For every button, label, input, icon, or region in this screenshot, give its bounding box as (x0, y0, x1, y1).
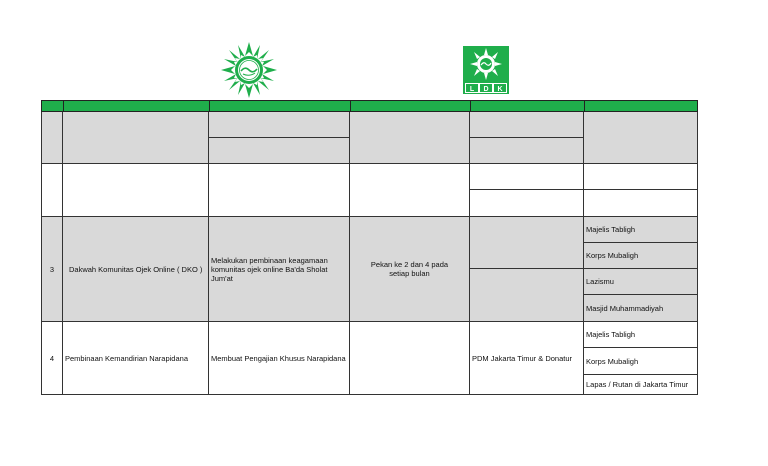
svg-text:L: L (469, 85, 475, 93)
table-cell (470, 190, 584, 217)
table-cell (584, 112, 698, 164)
svg-text:K: K (497, 85, 503, 93)
ldk-logo-icon (463, 46, 509, 94)
table-cell (584, 164, 698, 190)
table-cell (350, 112, 470, 164)
partner-item: Korps Mubaligh (584, 348, 698, 375)
table-header (41, 100, 698, 112)
table-cell (584, 190, 698, 217)
program-time (350, 322, 470, 395)
program-description: Membuat Pengajian Khusus Narapidana (209, 322, 350, 395)
partner-item: Lazismu (584, 269, 698, 295)
partner-item: Lapas / Rutan di Jakarta Timur (584, 375, 698, 395)
partner-item: Majelis Tabligh (584, 322, 698, 348)
row-number: 3 (41, 217, 63, 322)
table-cell (63, 164, 209, 217)
table-cell (209, 164, 350, 217)
table-cell (41, 164, 63, 217)
program-time: Pekan ke 2 dan 4 pada setiap bulan (350, 217, 470, 322)
table-cell (470, 112, 584, 138)
table-cell (63, 112, 209, 164)
partner-item: Korps Mubaligh (584, 243, 698, 269)
partner-item: Masjid Muhammadiyah (584, 295, 698, 322)
muhammadiyah-logo-icon (221, 42, 277, 98)
table-cell (209, 112, 350, 138)
row-number: 4 (41, 322, 63, 395)
program-table (41, 100, 698, 395)
table-cell (470, 269, 584, 322)
table-cell (470, 164, 584, 190)
partner-item: Majelis Tabligh (584, 217, 698, 243)
table-cell (209, 138, 350, 164)
program-funding: PDM Jakarta Timur & Donatur (470, 322, 584, 395)
program-name: Dakwah Komunitas Ojek Online ( DKO ) (63, 217, 209, 322)
program-name: Pembinaan Kemandirian Narapidana (63, 322, 209, 395)
program-description: Melakukan pembinaan keagamaan komunitas ojek online Ba'da Sholat Jum'at (209, 217, 350, 322)
table-cell (470, 217, 584, 269)
table-cell (41, 112, 63, 164)
table-cell (470, 138, 584, 164)
svg-text:D: D (483, 85, 489, 93)
table-cell (350, 164, 470, 217)
